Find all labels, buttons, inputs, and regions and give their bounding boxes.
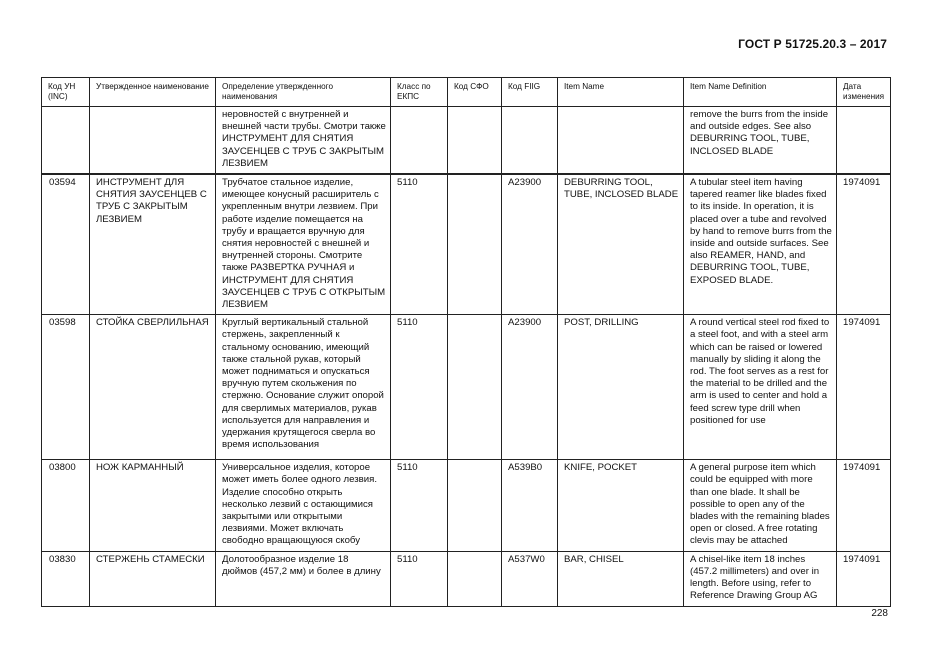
cell-change-date: 1974091 <box>837 460 891 551</box>
document-id: ГОСТ Р 51725.20.3 – 2017 <box>738 37 887 51</box>
cell-name-ru: НОЖ КАРМАННЫЙ <box>90 460 216 551</box>
cell-name-ru <box>90 107 216 175</box>
cell-inc: 03598 <box>42 315 90 460</box>
cell-definition-ru: неровностей с внутренней и внешней части трубы. Смотри также ИНСТРУМЕНТ ДЛЯ СНЯТИЯ ЗАУСЕНЦЕВ С ТРУБ С ЗАКРЫТЫМ ЛЕЗВИЕМ <box>216 107 391 175</box>
column-header-definition-ru: Определение утвержденного наименования <box>216 78 391 107</box>
cell-item-name-definition: A general purpose item which could be equipped with more than one blade. It shall be possible to open any of the blades with the remaining blades open or closed. A free rotating clevis may be attached <box>684 460 837 551</box>
column-header-name-ru: Утвержденное наименование <box>90 78 216 107</box>
cell-sfo-code <box>448 174 502 315</box>
cell-item-name: BAR, CHISEL <box>558 551 684 606</box>
cell-item-name <box>558 107 684 175</box>
cell-item-name-definition: A round vertical steel rod fixed to a steel foot, and with a steel arm which can be raised or lowered manually by sliding it along the rod. The foot serves as a rest for the material to be drilled and the arm is used to center and hold a feed screw type drill when positioned for use <box>684 315 837 460</box>
table-row <box>42 174 891 315</box>
cell-change-date: 1974091 <box>837 315 891 460</box>
cell-definition-ru: Долотообразное изделие 18 дюймов (457,2 мм) и более в длину <box>216 551 391 606</box>
cell-item-name-definition: remove the burrs from the inside and outside edges. See also DEBURRING TOOL, TUBE, INCLOSED BLADE <box>684 107 837 175</box>
cell-sfo-code <box>448 460 502 551</box>
column-header-fiig-code: Код FIIG <box>502 78 558 107</box>
column-header-ekps-class: Класс по ЕКПС <box>391 78 448 107</box>
cell-inc <box>42 107 90 175</box>
cell-change-date: 1974091 <box>837 551 891 606</box>
cell-ekps-class: 5110 <box>391 460 448 551</box>
page-number: 228 <box>871 608 888 619</box>
cell-name-ru: СТОЙКА СВЕРЛИЛЬНАЯ <box>90 315 216 460</box>
column-header-sfo-code: Код СФО <box>448 78 502 107</box>
cell-sfo-code <box>448 107 502 175</box>
table-row <box>42 460 891 551</box>
cell-inc: 03594 <box>42 174 90 315</box>
cell-item-name: POST, DRILLING <box>558 315 684 460</box>
cell-fiig-code: A539B0 <box>502 460 558 551</box>
column-header-change-date: Дата изменения <box>837 78 891 107</box>
cell-item-name: KNIFE, POCKET <box>558 460 684 551</box>
cell-definition-ru: Трубчатое стальное изделие, имеющее конусный расширитель с укрепленным внутри лезвием. При работе изделие помещается на трубу и вращается вручную для снятия неровностей с внешней и внутренней стороны. Смотрите также РАЗВЕРТКА РУЧНАЯ и ИНСТРУМЕНТ ДЛЯ СНЯТИЯ ЗАУСЕНЦЕВ С ТРУБ С ОТКРЫТЫМ ЛЕЗВИЕМ <box>216 174 391 315</box>
cell-name-ru: ИНСТРУМЕНТ ДЛЯ СНЯТИЯ ЗАУСЕНЦЕВ С ТРУБ С ЗАКРЫТЫМ ЛЕЗВИЕМ <box>90 174 216 315</box>
column-header-inc: Код УН (INC) <box>42 78 90 107</box>
column-header-item-name-definition: Item Name Definition <box>684 78 837 107</box>
cell-sfo-code <box>448 551 502 606</box>
cell-definition-ru: Универсальное изделия, которое может иметь более одного лезвия. Изделие способно открыть несколько лезвий с остающимися закрытыми или открытыми лезвиями. Может включать свободно вращающуюся скобу <box>216 460 391 551</box>
cell-inc: 03830 <box>42 551 90 606</box>
cell-definition-ru: Круглый вертикальный стальной стержень, закрепленный к стальному основанию, имеющий также стальной рукав, который может подниматься и опускаться вручную путем скольжения по стержню. Основание служит опорой для сверлимых материалов, рукав используется для направления и удержания крутящегося сверла во время использования <box>216 315 391 460</box>
table-row <box>42 107 891 175</box>
cell-ekps-class: 5110 <box>391 174 448 315</box>
cell-ekps-class: 5110 <box>391 551 448 606</box>
cell-fiig-code: A23900 <box>502 315 558 460</box>
cell-ekps-class: 5110 <box>391 315 448 460</box>
cell-sfo-code <box>448 315 502 460</box>
table-row <box>42 315 891 460</box>
item-names-table <box>41 77 891 607</box>
cell-fiig-code <box>502 107 558 175</box>
cell-fiig-code: A537W0 <box>502 551 558 606</box>
cell-item-name: DEBURRING TOOL, TUBE, INCLOSED BLADE <box>558 174 684 315</box>
cell-item-name-definition: A tubular steel item having tapered reamer like blades fixed to its inside. In operation, it is placed over a tube and revolved by hand to remove burrs from the inside and outside surfaces. See also REAMER, HAND, and DEBURRING TOOL, TUBE, EXPOSED BLADE. <box>684 174 837 315</box>
column-header-item-name: Item Name <box>558 78 684 107</box>
cell-item-name-definition: A chisel-like item 18 inches (457.2 millimeters) and over in length. Before using, refer to Reference Drawing Group AG <box>684 551 837 606</box>
cell-fiig-code: A23900 <box>502 174 558 315</box>
cell-change-date: 1974091 <box>837 174 891 315</box>
cell-ekps-class <box>391 107 448 175</box>
cell-name-ru: СТЕРЖЕНЬ СТАМЕСКИ <box>90 551 216 606</box>
cell-change-date <box>837 107 891 175</box>
table-row <box>42 551 891 606</box>
cell-inc: 03800 <box>42 460 90 551</box>
table-header-row <box>42 78 891 107</box>
